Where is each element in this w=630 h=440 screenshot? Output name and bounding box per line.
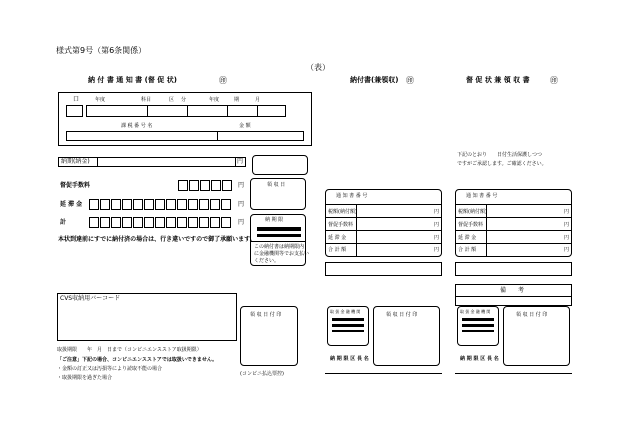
barcode-receipt-box <box>240 306 298 366</box>
amount-unit: 円 <box>237 158 244 165</box>
barcode-receipt-note: (コンビニ払込票控) <box>240 371 284 377</box>
notice-deadline-box <box>250 214 310 266</box>
payment-box <box>325 189 442 257</box>
amount-label: 納期(納金) <box>61 158 90 165</box>
total-label: 延 滞 金 <box>60 201 83 208</box>
total-label: 督促手数料 <box>60 182 91 189</box>
notice-main-box <box>58 92 312 146</box>
meta-label: 月 <box>255 97 261 103</box>
receipt-row-label: 督促手数料 <box>458 222 484 228</box>
total-label: 計 <box>60 219 67 226</box>
notice-meta-row <box>86 105 286 117</box>
receipt-message: 下記のとおり 日付生活保護しつつ <box>457 152 543 158</box>
barcode-footer: 「ご注意」下記の場合、コンビニエンスストアでは取扱いできません。 <box>57 357 218 363</box>
notice-taxnum-row <box>66 131 304 141</box>
receipt-title: 督 促 状 兼 領 収 書 <box>466 76 530 84</box>
receipt-row-unit: 円 <box>564 235 570 241</box>
payment-row-unit: 円 <box>434 247 440 253</box>
receipt-remark-label: 備 考 <box>500 287 525 294</box>
form-number: 様式第9号（第6条関係） <box>56 46 147 55</box>
receipt-row-unit: 円 <box>564 209 570 215</box>
deadline-note: ください。 <box>254 258 280 264</box>
notice-side-box-1 <box>252 155 308 175</box>
payment-row-label: 延 滞 金 <box>328 235 347 241</box>
notice-id-cell <box>66 105 83 117</box>
total-unit: 円 <box>238 182 245 189</box>
payment-row-label: 合 計 額 <box>328 247 347 253</box>
receipt-footer-line <box>455 373 572 374</box>
payment-issuer: 納 期 限 区 長 名 <box>330 356 369 362</box>
barcode-footer: ・取扱期限を過ぎた場合 <box>57 375 113 381</box>
payment-receipt-label: 領 収 日 付 印 <box>386 312 418 318</box>
payment-box-title: 通 知 書 番 号 <box>336 193 368 199</box>
notice-seal-icon: ㊞ <box>219 76 227 85</box>
total-cells <box>89 199 232 210</box>
barcode-footer: 取扱期限 年 月 日まで（コンビニエンスストア取扱期限） <box>57 347 202 353</box>
payment-receipt-box <box>373 306 440 366</box>
meta-label: 期 <box>234 97 240 103</box>
receipt-row-unit: 円 <box>564 247 570 253</box>
receipt-row-label: 延 滞 金 <box>458 235 477 241</box>
payment-row-label: 税額(納付額) <box>328 209 357 215</box>
payment-row-unit: 円 <box>434 222 440 228</box>
meta-label: 区 <box>169 97 175 103</box>
notice-warning: 本状到達前にすでに納付済の場合は、行き違いですので御了承願います。 <box>58 236 256 243</box>
notice-amount-row <box>58 157 246 167</box>
notice-row-label: 課 税 番 号 名 <box>121 123 153 129</box>
stamp-label: 領 収 日 <box>267 182 286 188</box>
payment-blank-row <box>325 262 442 276</box>
total-cells <box>89 217 232 228</box>
deadline-note: に金融機関等でお支払い <box>254 251 310 257</box>
receipt-box <box>455 189 572 257</box>
barcode-footer: ・金額の訂正又は汚損等により読取不能の場合 <box>57 366 163 372</box>
meta-label: 分 <box>181 97 187 103</box>
receipt-seal-icon: ㊞ <box>550 76 558 85</box>
barcode-box <box>57 293 237 341</box>
payment-row-unit: 円 <box>434 209 440 215</box>
notice-stamp-box <box>250 178 306 210</box>
receipt-bank-box <box>457 306 499 346</box>
receipt-row-label: 税額(納付額) <box>458 209 487 215</box>
notice-row-label: 金 額 <box>239 123 251 129</box>
receipt-receipt-label: 領 収 日 付 印 <box>516 312 548 318</box>
meta-label: 年度 <box>95 97 106 103</box>
deadline-title: 納 期 限 <box>265 217 284 223</box>
receipt-row-label: 合 計 額 <box>458 247 477 253</box>
payment-footer-line <box>325 373 442 374</box>
barcode-label: CVS収納用バーコード <box>60 295 121 302</box>
meta-label: 口 <box>73 96 80 103</box>
payment-title: 納付書(兼領収) <box>350 76 399 84</box>
payment-bank-title: 取 扱 金 融 機 関 <box>330 309 361 314</box>
total-unit: 円 <box>238 219 245 226</box>
payment-row-unit: 円 <box>434 235 440 241</box>
meta-label: 年度 <box>209 97 220 103</box>
receipt-blank-row <box>455 262 572 276</box>
receipt-row-unit: 円 <box>564 222 570 228</box>
receipt-message: ですがご承認します。ご確認ください。 <box>457 161 547 167</box>
receipt-box-title: 通 知 書 番 号 <box>466 193 498 199</box>
total-cells <box>178 180 233 191</box>
receipt-receipt-box <box>503 306 570 366</box>
deadline-note: この納付書は納期限内 <box>254 244 305 250</box>
receipt-bank-title: 取 扱 金 融 機 関 <box>460 309 491 314</box>
side-label: （表） <box>306 63 330 72</box>
receipt-remark-box <box>455 284 572 306</box>
meta-label: 科目 <box>141 97 152 103</box>
receipt-issuer: 納 期 限 区 長 名 <box>460 356 499 362</box>
payment-row-label: 督促手数料 <box>328 222 354 228</box>
payment-bank-box <box>327 306 369 346</box>
notice-title: 納 付 書 通 知 書 (督 促 状) <box>88 76 177 84</box>
total-unit: 円 <box>238 201 245 208</box>
receipt-stamp-label: 領 収 日 付 印 <box>250 312 282 318</box>
payment-seal-icon: ㊞ <box>406 76 414 85</box>
